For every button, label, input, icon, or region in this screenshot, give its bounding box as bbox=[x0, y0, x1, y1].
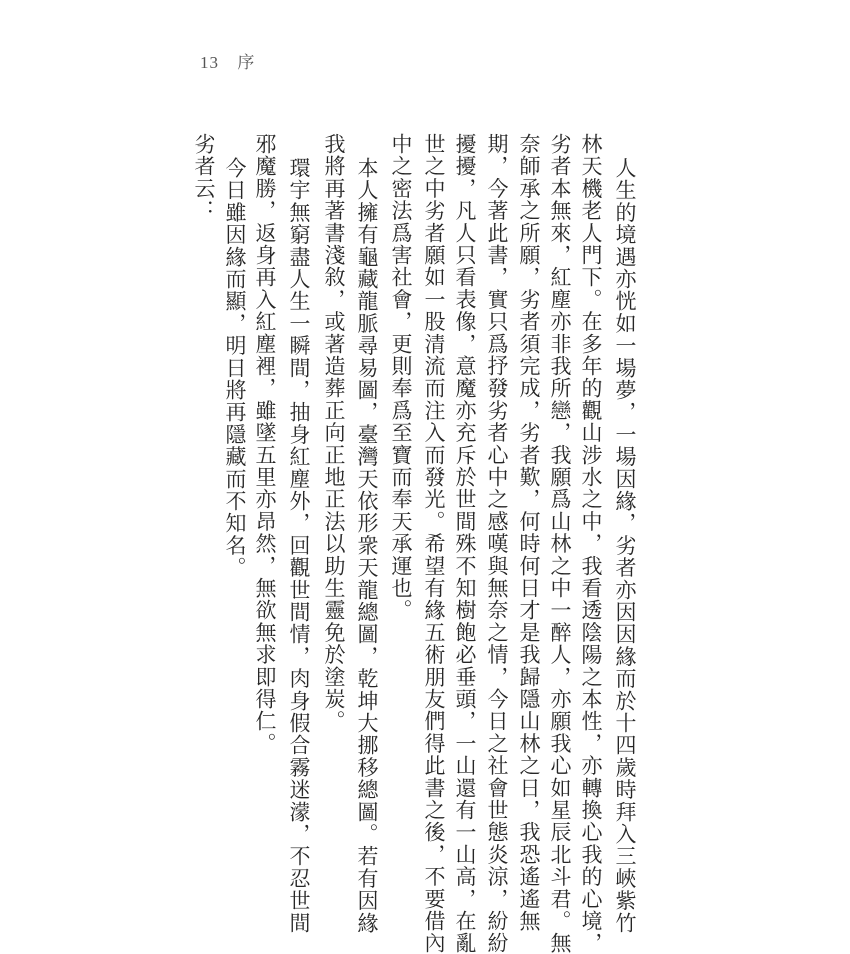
text-column-13: 今日雖因緣而顯，明日將再隱藏而不知名。 bbox=[223, 157, 247, 579]
text-column-8: 中之密法爲害社會，更則奉爲至寶而奉天承運也。 bbox=[389, 133, 413, 622]
text-column-5: 期，今著此書，實只爲抒發劣者心中之感嘆與無奈之情，今日之社會世態炎涼，紛紛 bbox=[485, 133, 509, 954]
text-column-6: 擾擾，凡人只看表像，意魔亦充斥於世間殊不知樹飽必垂頭，一山還有一山高，在亂 bbox=[453, 133, 477, 954]
section-title: 序 bbox=[237, 53, 256, 73]
text-column-11: 環宇無窮盡人生一瞬間，抽身紅塵外，回觀世間情，肉身假合霧迷濛，不忍世間 bbox=[287, 157, 311, 934]
text-column-10: 我將再著書淺敘，或著造葬正向正地正法以助生靈免於塗炭。 bbox=[322, 133, 346, 733]
text-column-3: 劣者本無來，紅塵亦非我所戀，我願爲山林之中一醉人，亦願我心如星辰北斗君。無 bbox=[548, 133, 572, 954]
page-number: 13 bbox=[200, 53, 219, 72]
text-column-1: 人生的境遇亦恍如一場夢，一場因緣，劣者亦因因緣而於十四歲時拜入三峽紫竹 bbox=[613, 157, 637, 934]
text-column-9: 本人擁有龜藏龍脈尋易圖，臺灣天依形衆天龍總圖，乾坤大挪移總圖。若有因緣 bbox=[355, 157, 379, 934]
text-column-2: 林天機老人門下。在多年的觀山涉水之中，我看透陰陽之本性，亦轉換心我的心境， bbox=[579, 133, 603, 954]
text-column-12: 邪魔勝，返身再入紅塵裡，雖墜五里亦昂然，無欲無求即得仁。 bbox=[253, 133, 277, 755]
signature-column: 劣者云： bbox=[192, 133, 216, 222]
page-header bbox=[200, 48, 255, 73]
text-column-4: 奈師承之所願，劣者須完成，劣者歎，何時何日才是我歸隱山林之日，我恐遙遙無 bbox=[517, 133, 541, 933]
text-column-7: 世之中劣者願如一股清流而注入而發光。希望有緣五術朋友們得此書之後，不要借內 bbox=[422, 133, 446, 954]
